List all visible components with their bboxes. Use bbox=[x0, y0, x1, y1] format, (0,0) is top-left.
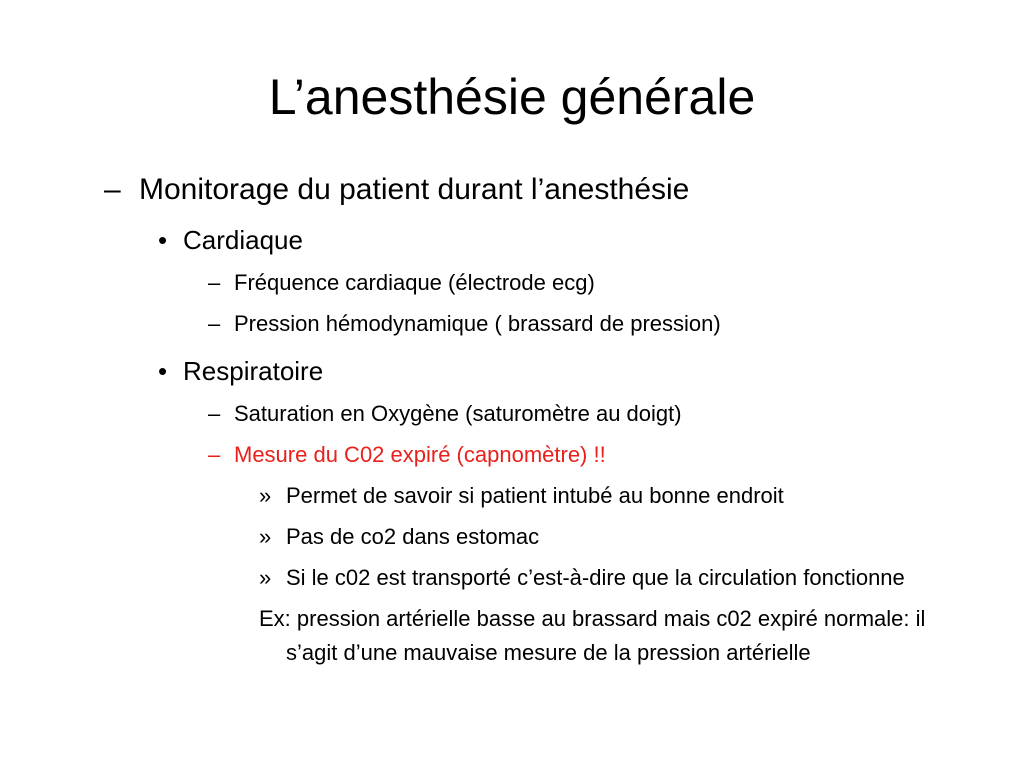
slide-content bbox=[0, 168, 1024, 670]
bullet-text: Cardiaque bbox=[183, 225, 303, 255]
chevron-marker: » bbox=[259, 524, 272, 549]
slide-title: L’anesthésie générale bbox=[268, 69, 756, 125]
chevron-marker: » bbox=[259, 565, 272, 590]
dash-marker: – bbox=[208, 401, 221, 426]
subitem-text: Fréquence cardiaque (électrode ecg) bbox=[234, 270, 595, 295]
subitem-blood-pressure bbox=[0, 307, 1024, 341]
bullet-text: Respiratoire bbox=[183, 356, 324, 386]
subitem-heart-rate bbox=[0, 266, 1024, 300]
example-paragraph: Ex: pression artérielle basse au brassard mais c02 expiré normale: il s’agit d’une mauvaise mesure de la pression artérielle bbox=[259, 606, 926, 665]
dash-marker: – bbox=[208, 270, 221, 295]
chevron-marker: » bbox=[259, 483, 272, 508]
subitem-text: Pression hémodynamique ( brassard de pression) bbox=[234, 311, 721, 336]
bullet-marker: • bbox=[158, 225, 168, 255]
subitem-text: Saturation en Oxygène (saturomètre au doigt) bbox=[234, 401, 682, 426]
subitem-text: Mesure du C02 expiré (capnomètre) !! bbox=[234, 442, 606, 467]
subitem-co2-measure bbox=[0, 438, 1024, 472]
bullet-cardiac bbox=[0, 220, 1024, 260]
bullet-respiratory bbox=[0, 351, 1024, 391]
co2-point-circulation bbox=[0, 561, 906, 595]
subitem-saturation bbox=[0, 397, 1024, 431]
bullet-text: Monitorage du patient durant l’anesthésie bbox=[139, 173, 690, 206]
co2-point-stomach bbox=[0, 520, 906, 554]
dash-marker: – bbox=[104, 173, 121, 206]
bullet-marker: • bbox=[158, 356, 168, 386]
point-text: Pas de co2 dans estomac bbox=[286, 524, 540, 549]
dash-marker: – bbox=[208, 311, 221, 336]
bullet-monitoring bbox=[0, 168, 1024, 212]
point-text: Si le c02 est transporté c’est-à-dire que la circulation fonctionne bbox=[286, 565, 905, 590]
co2-point-intubation bbox=[0, 479, 906, 513]
point-text: Permet de savoir si patient intubé au bonne endroit bbox=[286, 483, 784, 508]
dash-marker: – bbox=[208, 442, 221, 467]
